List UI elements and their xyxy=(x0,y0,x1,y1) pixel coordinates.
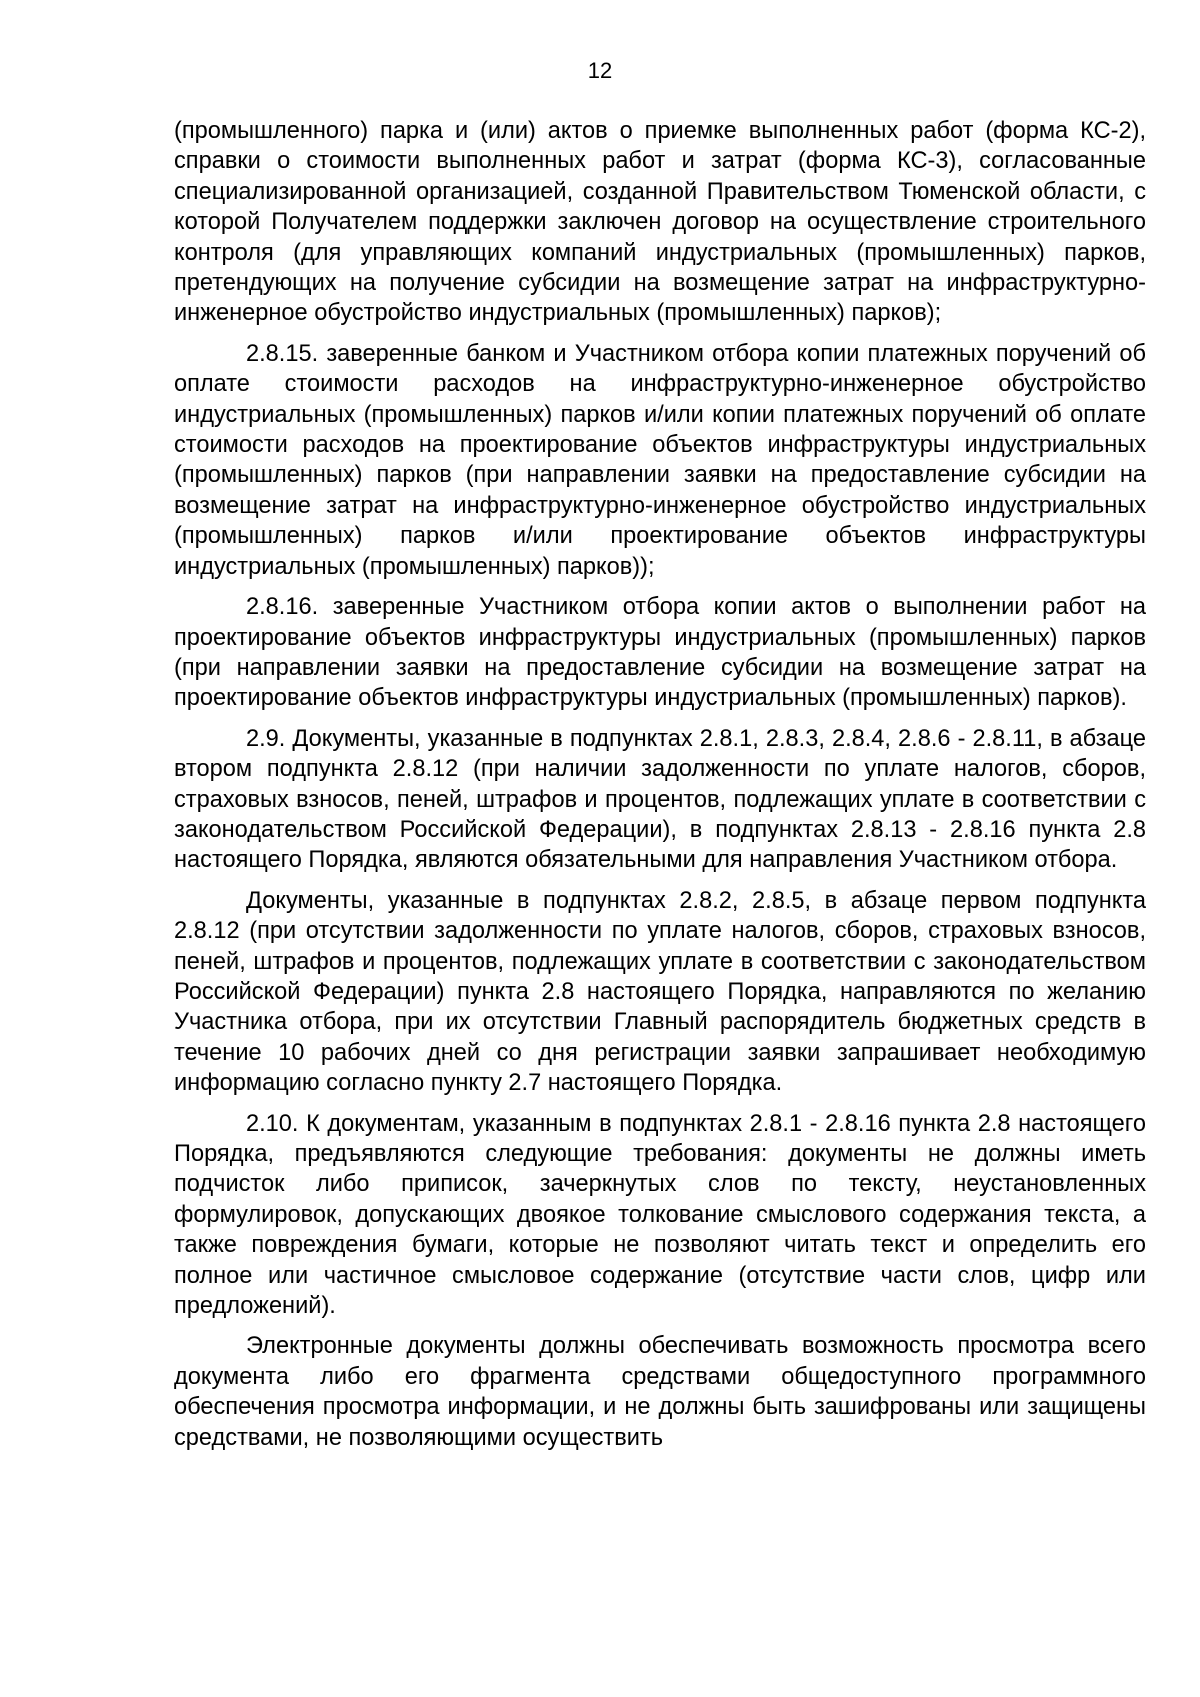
paragraph-2-10: 2.10. К документам, указанным в подпунктах 2.8.1 - 2.8.16 пункта 2.8 настоящего Порядка, предъявляются следующие требования: документы не должны иметь подчисток либо приписок, зачеркнутых слов по тексту, неустановленных формулировок, допускающих двоякое толкование смыслового содержания текста, а также повреждения бумаги, которые не позволяют читать текст и определить его полное или частичное смысловое содержание (отсутствие части слов, цифр или предложений). xyxy=(174,1110,1146,1320)
paragraph-2-8-16: 2.8.16. заверенные Участником отбора копии актов о выполнении работ на проектирование объектов инфраструктуры индустриальных (промышленных) парков (при направлении заявки на предоставление субсидии на возмещение затрат на проектирование объектов инфраструктуры индустриальных (промышленных) парков). xyxy=(174,594,1146,712)
paragraph-continuation: (промышленного) парка и (или) актов о приемке выполненных работ (форма КС-2), справки о стоимости выполненных работ и затрат (форма КС-3), согласованные специализированной организацией, созданной Правительством Тюменской области, с которой Получателем поддержки заключен договор на осуществление строительного контроля (для управляющих компаний индустриальных (промышленных) парков, претендующих на получение субсидии на возмещение затрат на инфраструктурно-инженерное обустройство индустриальных (промышленных) парков); xyxy=(174,118,1146,327)
paragraph-2-9: 2.9. Документы, указанные в подпунктах 2.8.1, 2.8.3, 2.8.4, 2.8.6 - 2.8.11, в абзаце втором подпункта 2.8.12 (при наличии задолженности по уплате налогов, сборов, страховых взносов, пеней, штрафов и процентов, подлежащих уплате в соответствии с законодательством Российской Федерации), в подпунктах 2.8.13 - 2.8.16 пункта 2.8 настоящего Порядка, являются обязательными для направления Участником отбора. xyxy=(174,725,1146,874)
paragraph-optional-documents: Документы, указанные в подпунктах 2.8.2, 2.8.5, в абзаце первом подпункта 2.8.12 (при отсутствии задолженности по уплате налогов, сборов, страховых взносов, пеней, штрафов и процентов, подлежащих уплате в соответствии с законодательством Российской Федерации) пункта 2.8 настоящего Порядка, направляются по желанию Участника отбора, при их отсутствии Главный распорядитель бюджетных средств в течение 10 рабочих дней со дня регистрации заявки запрашивает необходимую информацию согласно пункту 2.7 настоящего Порядка. xyxy=(174,887,1146,1097)
paragraph-electronic-documents: Электронные документы должны обеспечивать возможность просмотра всего документа либо его фрагмента средствами общедоступного программного обеспечения просмотра информации, и не должны быть зашифрованы или защищены средствами, не позволяющими осуществить xyxy=(174,1333,1146,1451)
page-number: 12 xyxy=(587,58,613,83)
document-body xyxy=(174,116,1146,1463)
paragraph-2-8-15: 2.8.15. заверенные банком и Участником отбора копии платежных поручений об оплате стоимости расходов на инфраструктурно-инженерное обустройство индустриальных (промышленных) парков и/или копии платежных поручений об оплате стоимости расходов на проектирование объектов инфраструктуры индустриальных (промышленных) парков (при направлении заявки на предоставление субсидии на возмещение затрат на инфраструктурно-инженерное обустройство индустриальных (промышленных) парков и/или проектирование объектов инфраструктуры индустриальных (промышленных) парков)); xyxy=(174,340,1146,580)
